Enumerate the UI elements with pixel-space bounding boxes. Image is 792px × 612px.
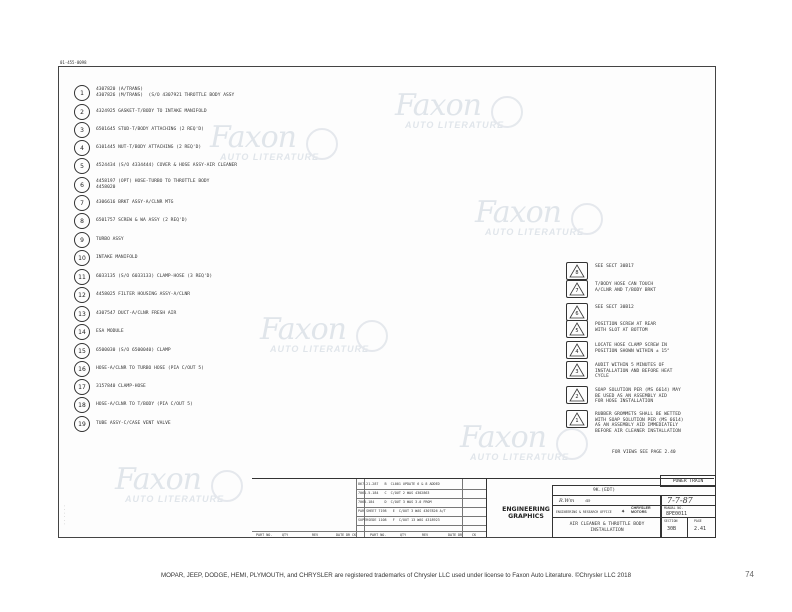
list-item	[74, 231, 124, 249]
item-number-circle: 7	[74, 195, 90, 211]
list-item	[74, 323, 124, 341]
item-number-circle: 4	[74, 140, 90, 156]
item-description: 4307820 (A/TRANS) 4307826 (M/TRANS) (S/O 4307921 THROTTLE BODY ASSY	[96, 87, 235, 98]
engineering-graphics-label: ENGINEERING GRAPHICS	[502, 506, 550, 520]
power-train-label: POWER TRAIN	[660, 475, 716, 487]
item-number-circle: 11	[74, 269, 90, 285]
pentastar-icon: ✦	[621, 507, 626, 515]
table-column-header: REV	[312, 533, 319, 537]
item-description: ESA MODULE	[96, 329, 124, 335]
note-number: 8	[575, 270, 579, 276]
table-column-header: PART NO.	[256, 533, 273, 537]
item-description: TURBO ASSY	[96, 237, 124, 243]
watermark	[95, 462, 245, 522]
list-item	[74, 84, 234, 102]
watermark-seal-icon	[211, 470, 243, 502]
triangle-flag-icon	[566, 341, 588, 359]
model-text: 9K.(EDT)	[593, 488, 616, 493]
watermark	[240, 312, 390, 372]
revision-table	[252, 479, 487, 537]
item-number-circle: 15	[74, 343, 90, 359]
note-item	[566, 280, 656, 298]
item-number-circle: 13	[74, 306, 90, 322]
section-value: 30B	[667, 526, 677, 532]
watermark-seal-icon	[356, 320, 388, 352]
list-item	[74, 305, 176, 323]
trademark-footer: MOPAR, JEEP, DODGE, HEMI, PLYMOUTH, and CHRYSLER are registered trademarks of Chrysler LLC used under license to Faxon Auto Literature. ©Chrysler LLC 2018	[160, 572, 632, 579]
item-number-circle: 3	[74, 122, 90, 138]
note-text: AUDIT WITHIN 5 MINUTES OF INSTALLATION AND BEFORE HEAT CYCLE	[595, 363, 673, 380]
item-number-circle: 9	[74, 232, 90, 248]
item-description: 4307547 DUCT-A/CLNR FRESH AIR	[96, 311, 177, 317]
table-column-header: PART NO.	[370, 533, 387, 537]
list-item	[74, 268, 212, 286]
item-description: 6033135 (S/O 6033133) CLAMP-HOSE (3 REQ'D)	[96, 274, 213, 280]
item-description: 4306616 BRKT ASSY-A/CLNR MTG	[96, 200, 174, 206]
date: 7-7-87	[667, 496, 693, 505]
note-item	[566, 361, 672, 380]
watermark-tagline: AUTO LITERATURE	[125, 494, 225, 504]
note-item	[566, 386, 681, 405]
watermark	[190, 120, 340, 180]
document-number: 01-455-0098	[60, 60, 87, 65]
item-description: TUBE ASSY-C/CASE VENT VALVE	[96, 421, 171, 427]
item-number-circle: 8	[74, 213, 90, 229]
item-description: HOSE-A/CLNR TO TURBO HOSE (PIA C/OUT 5)	[96, 366, 204, 372]
triangle-flag-icon	[566, 303, 588, 321]
list-item	[74, 396, 193, 414]
item-number-circle: 6	[74, 177, 90, 193]
item-number-circle: 18	[74, 397, 90, 413]
note-number: 4	[575, 349, 579, 355]
revision-row: SUPERSEDE 1108 F C/OUT 13 WAS 4318923	[358, 518, 440, 522]
table-column-header: REV	[422, 533, 429, 537]
item-number-circle: 19	[74, 416, 90, 432]
watermark-brand: Faxon	[475, 195, 561, 230]
views-note: FOR VIEWS SEE PAGE 2.40	[612, 450, 676, 455]
item-number-circle: 1	[74, 85, 90, 101]
triangle-flag-icon	[566, 320, 588, 338]
table-column-header: QTY	[400, 533, 407, 537]
list-item	[74, 249, 138, 267]
watermark-brand: Faxon	[260, 312, 346, 347]
item-description: 3157840 CLAMP-HOSE	[96, 384, 146, 390]
item-description: 6101445 NUT-T/BODY ATTACHING (2 REQ'D)	[96, 145, 202, 151]
page-number: 74	[745, 570, 754, 579]
watermark	[455, 195, 605, 255]
watermark	[440, 420, 590, 480]
note-number: 5	[575, 328, 579, 334]
table-column-header: DR	[346, 533, 351, 537]
table-column-header: DATE	[448, 533, 457, 537]
manual-no-label: MANUAL NO.	[664, 506, 684, 510]
table-column-header: CK	[472, 533, 477, 537]
item-number-circle: 10	[74, 250, 90, 266]
table-column-header: DR	[458, 533, 463, 537]
list-item	[74, 103, 207, 121]
item-number-circle: 17	[74, 379, 90, 395]
item-description: 4458197 (OPT) HOSE-TURBO TO THROTTLE BODY 4458020	[96, 179, 210, 190]
section-label: SECTION	[664, 519, 678, 523]
drawing-title-box	[552, 517, 662, 538]
list-item	[74, 342, 171, 360]
watermark-tagline: AUTO LITERATURE	[470, 452, 570, 462]
watermark-seal-icon	[306, 128, 338, 160]
side-code: · · · · · ·	[62, 505, 66, 525]
note-text: RUBBER GROMMETS SHALL BE WETTED WITH SOAP SOLUTION PER (MS 6614) AS AN ASSEMBLY AID IMMEDIATELY BEFORE AIR CLEANER INSTALLATION	[595, 412, 684, 434]
note-number: 7	[575, 288, 579, 294]
item-description: 6501645 STUD-T/BODY ATTACHING (2 REQ'D)	[96, 127, 204, 133]
item-number-circle: 12	[74, 287, 90, 303]
list-item	[74, 415, 171, 433]
item-description: HOSE-A/CLNR TO T/BODY (PIA C/OUT 5)	[96, 402, 193, 408]
table-column-header: DATE	[336, 533, 345, 537]
item-description: 4524434 (S/O 4334444) COVER & HOSE ASSY-AIR CLEANER	[96, 163, 238, 169]
watermark-tagline: AUTO LITERATURE	[270, 344, 370, 354]
watermark-tagline: AUTO LITERATURE	[485, 227, 585, 237]
list-item	[74, 121, 204, 139]
item-description: 4324925 GASKET-T/BODY TO INTAKE MANIFOLD	[96, 109, 207, 115]
item-description: INTAKE MANIFOLD	[96, 255, 138, 261]
list-item	[74, 194, 173, 212]
item-description: 4458025 FILTER HOUSING ASSY-A/CLNR	[96, 292, 191, 298]
table-column-header: CK	[352, 533, 357, 537]
drawing-title: AIR CLEANER & THROTTLE BODY INSTALLATION	[569, 522, 645, 533]
triangle-flag-icon	[566, 361, 588, 379]
note-number: 3	[575, 369, 579, 375]
note-number: 1	[575, 418, 579, 424]
item-description: 6501757 SCREW & WA ASSY (2 REQ'D)	[96, 218, 188, 224]
watermark-tagline: AUTO LITERATURE	[220, 152, 320, 162]
watermark-brand: Faxon	[460, 420, 546, 455]
page-value: 2.41	[694, 526, 707, 532]
revision-row: 7061-5-184 C C/OUT 2 WAS 4302863	[358, 491, 430, 495]
list-item	[74, 286, 190, 304]
item-number-circle: 16	[74, 361, 90, 377]
item-number-circle: 2	[74, 104, 90, 120]
triangle-flag-icon	[566, 262, 588, 280]
manual-no: 8PE0011	[666, 511, 688, 517]
revision-row: 7065-184 D C/OUT 3 WAS 3.0 FROM	[358, 500, 432, 504]
note-number: 6	[575, 311, 579, 317]
section-box	[660, 517, 688, 538]
list-item	[74, 378, 146, 396]
watermark	[375, 88, 525, 148]
watermark-seal-icon	[571, 203, 603, 235]
table-column-header: QTY	[282, 533, 289, 537]
page-box	[687, 517, 716, 538]
note-text: T/BODY HOSE CAN TOUCH A/CLNR AND T/BODY BRKT	[595, 282, 656, 293]
note-item	[566, 303, 634, 321]
list-item	[74, 212, 187, 230]
watermark-brand: Faxon	[115, 462, 201, 497]
triangle-flag-icon	[566, 280, 588, 298]
revision-row: 867-21-287 B CL001 UPDATE 6 & 8 ADDED	[358, 482, 440, 486]
watermark-seal-icon	[491, 96, 523, 128]
item-number-circle: 14	[74, 324, 90, 340]
watermark-brand: Faxon	[210, 120, 296, 155]
page-label: PAGE	[694, 519, 702, 523]
note-text: SEE SECT 30B17	[595, 264, 634, 269]
note-text: SEE SECT 30B12	[595, 305, 634, 310]
chrysler-logo-text: CHRYSLER MOTORS	[631, 506, 651, 515]
note-item	[566, 341, 670, 359]
list-item	[74, 360, 204, 378]
revision-row: PAR SHEET 7198 E C/OUT 3 WAS 4307826 A/T	[358, 509, 446, 513]
watermark-tagline: AUTO LITERATURE	[405, 120, 505, 130]
note-text: SOAP SOLUTION PER (MS 6614) MAY BE USED AS AN ASSEMBLY AID FOR HOSE INSTALLATION	[595, 388, 681, 405]
note-text: LOCATE HOSE CLAMP SCREW IN POSITION SHOWN WITHIN ± 15°	[595, 343, 670, 354]
dept-label: ENGINEERING & RESEARCH OFFICE	[556, 510, 612, 514]
watermark-brand: Faxon	[395, 88, 481, 123]
signature: R.Wm ꝏ	[559, 498, 591, 504]
note-text: POSITION SCREW AT REAR WITH SLOT AT BOTTOM	[595, 322, 656, 333]
triangle-flag-icon	[566, 386, 588, 404]
note-item	[566, 320, 656, 338]
note-item	[566, 262, 634, 280]
watermark-seal-icon	[556, 428, 588, 460]
item-number-circle: 5	[74, 158, 90, 174]
item-description: 6500030 (S/O 6500040) CLAMP	[96, 348, 171, 354]
list-item	[74, 139, 201, 157]
note-number: 2	[575, 394, 579, 400]
